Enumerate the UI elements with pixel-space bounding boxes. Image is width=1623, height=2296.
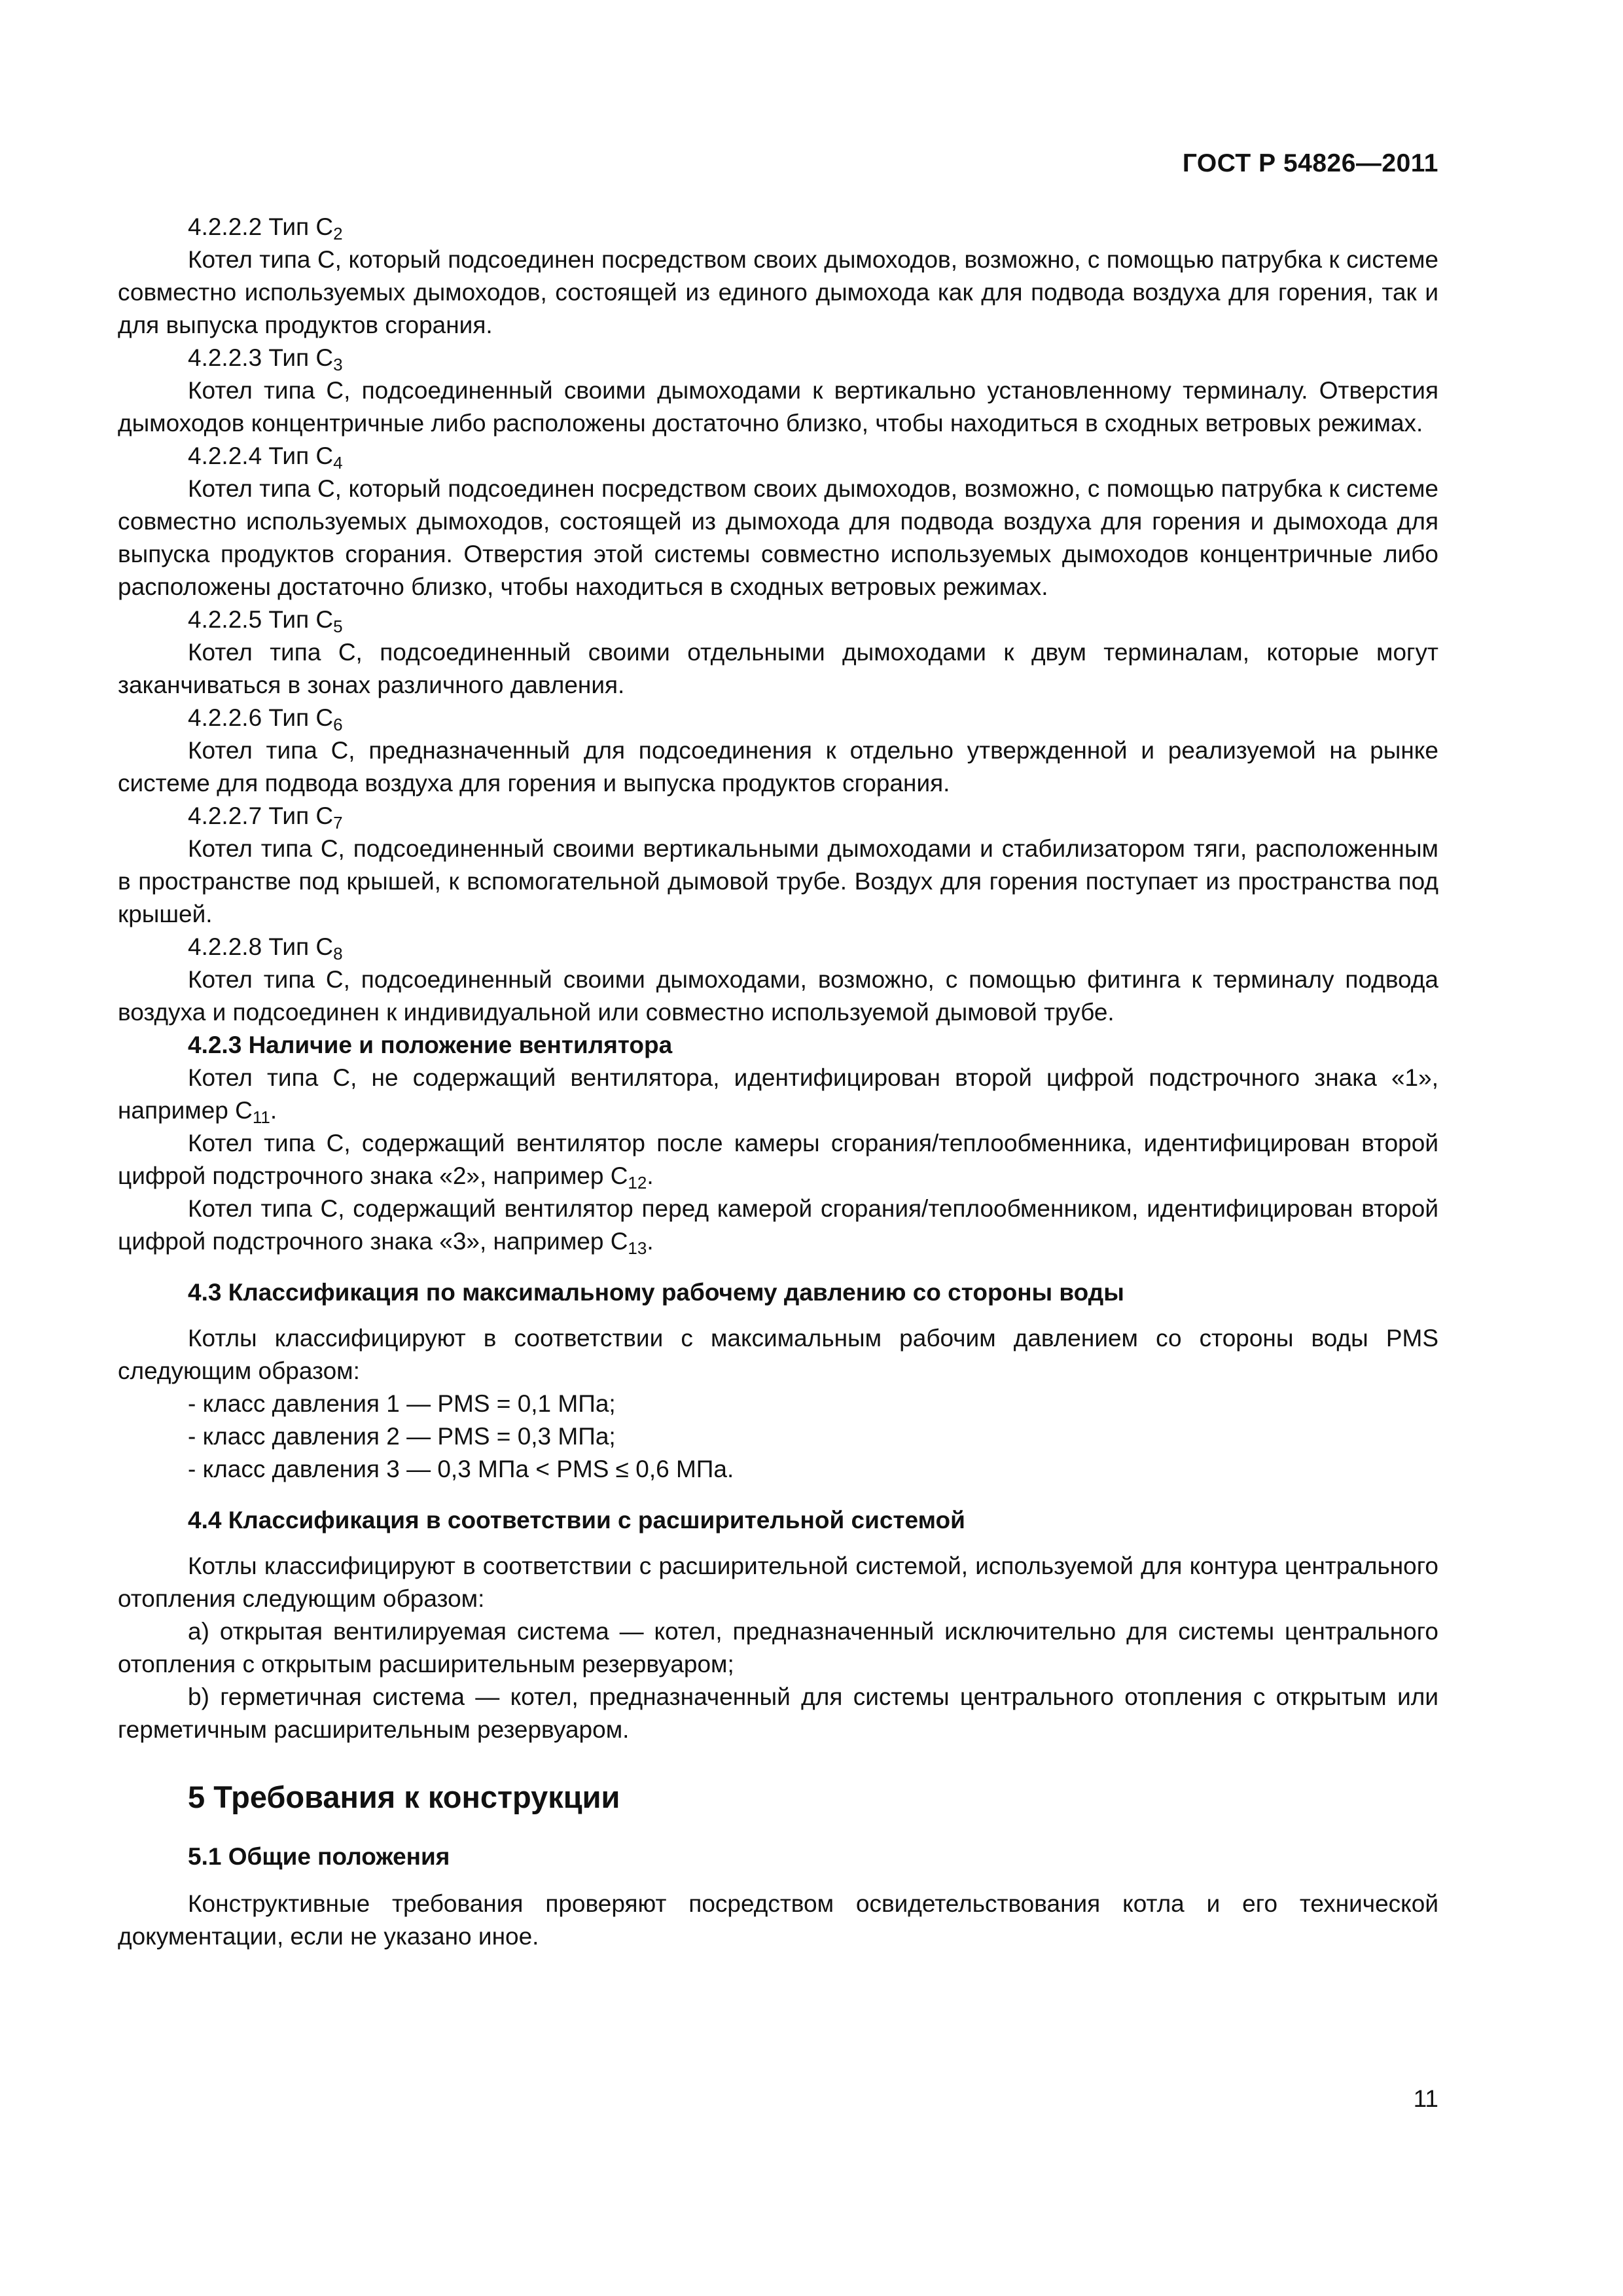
- paragraph: Котел типа С, содержащий вентилятор после камеры сгорания/теплообменника, идентифицирован второй цифрой подстрочного знака «2», например $С_{12}$.: [118, 1130, 1438, 1193]
- clause-number: 4.2.2.8 Тип $С_8$: [188, 933, 343, 963]
- document-body: [118, 211, 1438, 1953]
- list-item: - класс давления 3 — 0,3 МПа < PMS ≤ 0,6 МПа.: [188, 1456, 734, 1482]
- clause-number: 4.2.2.3 Тип $С_3$: [188, 344, 343, 374]
- subsection-heading: 4.2.3 Наличие и положение вентилятора: [188, 1031, 673, 1058]
- clause-text: Котел типа С, подсоединенный своими вертикальными дымоходами и стабилизатором тяги, расположенным в пространстве под крышей, к вспомогательной дымовой трубе. Воздух для горения поступает из пространства под крышей.: [118, 835, 1438, 927]
- paragraph: Котел типа С, не содержащий вентилятора, идентифицирован второй цифрой подстрочного знака «1», например $С_{11}$.: [118, 1064, 1438, 1127]
- section-heading: 5 Требования к конструкции: [188, 1780, 620, 1814]
- clause-number: 4.2.2.4 Тип $С_4$: [188, 442, 343, 473]
- clause-text: Котел типа С, предназначенный для подсоединения к отдельно утвержденной и реализуемой на рынке системе для подвода воздуха для горения и выпуска продуктов сгорания.: [118, 737, 1438, 797]
- clause-text: Котел типа С, который подсоединен посредством своих дымоходов, возможно, с помощью патрубка к системе совместно используемых дымоходов, состоящей из дымохода для подвода воздуха для горения и дымохода для выпуска продуктов сгорания. Отверстия этой системы совместно используемых дымоходов концентричные либо расположены достаточно близко, чтобы находиться в сходных ветровых режимах.: [118, 475, 1438, 600]
- paragraph: Конструктивные требования проверяют посредством освидетельствования котла и его технической документации, если не указано иное.: [118, 1890, 1438, 1950]
- paragraph: Котлы классифицируют в соответствии с максимальным рабочим давлением со стороны воды PMS следующим образом:: [118, 1325, 1438, 1384]
- list-item: a) открытая вентилируемая система — котел, предназначенный исключительно для системы центрального отопления с открытым расширительным резервуаром;: [118, 1618, 1438, 1677]
- paragraph: Котлы классифицируют в соответствии с расширительной системой, используемой для контура центрального отопления следующим образом:: [118, 1552, 1438, 1612]
- subsection-heading: 4.4 Классификация в соответствии с расширительной системой: [188, 1507, 965, 1534]
- paragraph: Котел типа С, содержащий вентилятор перед камерой сгорания/теплообменником, идентифицирован второй цифрой подстрочного знака «3», например $С_{13}$.: [118, 1195, 1438, 1258]
- subsection-heading: 5.1 Общие положения: [188, 1843, 450, 1870]
- clause-text: Котел типа С, который подсоединен посредством своих дымоходов, возможно, с помощью патрубка к системе совместно используемых дымоходов, состоящей из единого дымохода как для подвода воздуха для горения, так и для выпуска продуктов сгорания.: [118, 246, 1438, 338]
- list-item: - класс давления 1 — PMS = 0,1 МПа;: [188, 1390, 616, 1417]
- clause-text: Котел типа С, подсоединенный своими отдельными дымоходами к двум терминалам, которые могут заканчиваться в зонах различного давления.: [118, 639, 1438, 698]
- subsection-heading: 4.3 Классификация по максимальному рабочему давлению со стороны воды: [188, 1279, 1124, 1306]
- list-item: - класс давления 2 — PMS = 0,3 МПа;: [188, 1423, 616, 1450]
- clause-text: Котел типа С, подсоединенный своими дымоходами к вертикально установленному терминалу. Отверстия дымоходов концентричные либо расположены достаточно близко, чтобы находиться в сходных ветровых режимах.: [118, 377, 1438, 437]
- document-code: ГОСТ Р 54826—2011: [1182, 149, 1438, 177]
- clause-number: 4.2.2.6 Тип $С_6$: [188, 704, 343, 734]
- list-item: b) герметичная система — котел, предназначенный для системы центрального отопления с открытым или герметичным расширительным резервуаром.: [118, 1683, 1438, 1743]
- page-number: 11: [1413, 2085, 1438, 2112]
- clause-number: 4.2.2.7 Тип $С_7$: [188, 802, 343, 833]
- clause-text: Котел типа С, подсоединенный своими дымоходами, возможно, с помощью фитинга к терминалу подвода воздуха и подсоединен к индивидуальной или совместно используемой дымовой трубе.: [118, 966, 1438, 1026]
- clause-number: 4.2.2.5 Тип $С_5$: [188, 606, 343, 636]
- clause-number: 4.2.2.2 Тип $С_2$: [188, 213, 343, 243]
